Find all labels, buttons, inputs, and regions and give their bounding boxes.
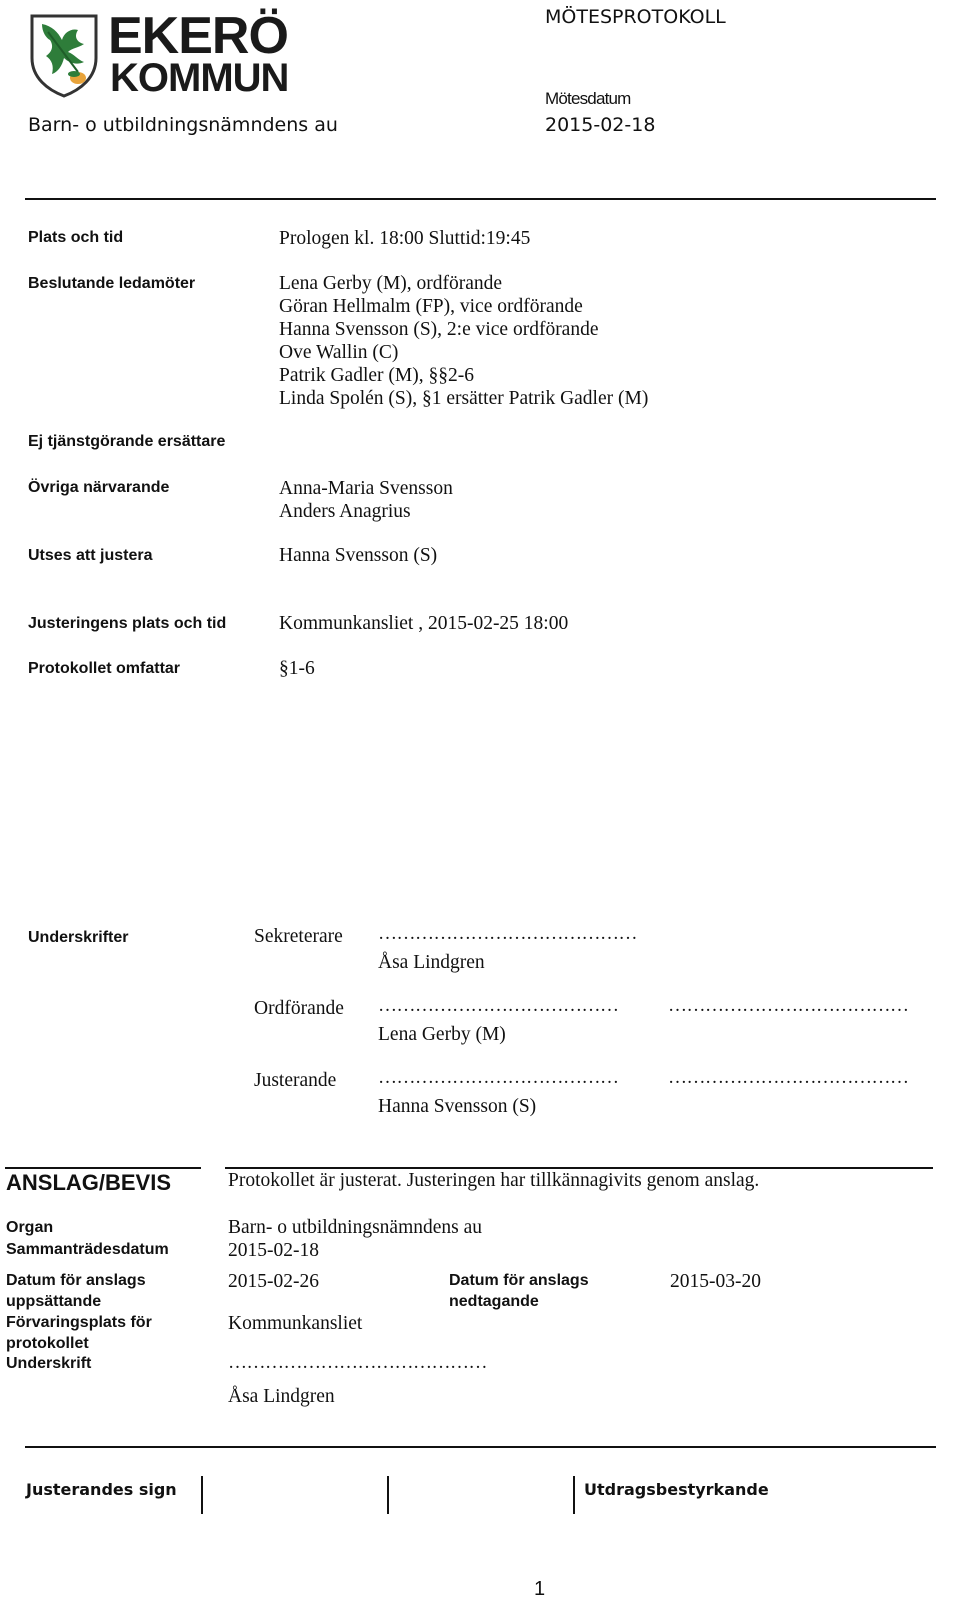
organ-label: Organ	[6, 1219, 54, 1236]
place-time: Prologen kl. 18:00 Sluttid:19:45	[279, 228, 531, 249]
posted-date: 2015-02-26	[228, 1271, 319, 1292]
logo-top-text: EKERÖ	[108, 7, 288, 65]
list-item: Linda Spolén (S), §1 ersätter Patrik Gadler (M)	[279, 388, 649, 409]
meeting-date-label-notice: Sammanträdesdatum	[6, 1241, 169, 1258]
chair-extra-signature-line: …………………………………	[668, 995, 909, 1016]
removed-label-line2: nedtagande	[449, 1293, 539, 1310]
storage-label-line2: protokollet	[6, 1335, 89, 1352]
adjust-place: Kommunkansliet , 2015-02-25 18:00	[279, 613, 569, 634]
footer-divider	[25, 1446, 936, 1448]
posted-label-line1: Datum för anslags	[6, 1272, 146, 1289]
removed-date: 2015-03-20	[670, 1271, 761, 1292]
secretary-role: Sekreterare	[254, 926, 343, 947]
meeting-date-label: Mötesdatum	[545, 89, 631, 108]
list-item: Ove Wallin (C)	[279, 342, 399, 363]
logo-bottom-text: KOMMUN	[110, 56, 289, 100]
certification-label: Utdragsbestyrkande	[584, 1480, 769, 1499]
adjuster-sign-label: Justerandes sign	[26, 1480, 177, 1499]
notice-divider-left	[5, 1167, 201, 1169]
posted-label-line2: uppsättande	[6, 1293, 102, 1310]
adjust-place-label: Justeringens plats och tid	[28, 615, 227, 632]
secretary-name: Åsa Lindgren	[378, 952, 485, 973]
list-item: Anna-Maria Svensson	[279, 478, 453, 499]
coat-of-arms-icon	[28, 12, 100, 98]
notice-signature-name: Åsa Lindgren	[228, 1386, 335, 1407]
notice-statement: Protokollet är justerat. Justeringen har tillkännagivits genom anslag.	[228, 1170, 760, 1191]
signatures-label: Underskrifter	[28, 929, 129, 946]
list-item: Patrik Gadler (M), §§2-6	[279, 365, 474, 386]
list-item: Lena Gerby (M), ordförande	[279, 273, 503, 294]
footer-separator	[573, 1476, 575, 1514]
notice-divider-right	[225, 1167, 933, 1169]
others-label: Övriga närvarande	[28, 479, 170, 496]
body-name: Barn- o utbildningsnämndens au	[28, 114, 338, 136]
storage-label-line1: Förvaringsplats för	[6, 1314, 152, 1331]
covers: §1-6	[279, 658, 315, 679]
chair-name: Lena Gerby (M)	[378, 1024, 506, 1045]
chair-role: Ordförande	[254, 998, 344, 1019]
adjuster: Hanna Svensson (S)	[279, 545, 438, 566]
footer-separator	[387, 1476, 389, 1514]
list-item: Göran Hellmalm (FP), vice ordförande	[279, 296, 583, 317]
list-item: Anders Anagrius	[279, 501, 411, 522]
adjuster-name: Hanna Svensson (S)	[378, 1096, 537, 1117]
secretary-signature-line: ……………………………………	[378, 923, 637, 944]
covers-label: Protokollet omfattar	[28, 660, 181, 677]
footer-separator	[201, 1476, 203, 1514]
document-type: MÖTESPROTOKOLL	[545, 6, 726, 28]
header-divider	[25, 198, 936, 200]
storage-place: Kommunkansliet	[228, 1313, 363, 1334]
list-item: Hanna Svensson (S), 2:e vice ordförande	[279, 319, 599, 340]
substitutes-label: Ej tjänstgörande ersättare	[28, 433, 226, 450]
removed-label-line1: Datum för anslags	[449, 1272, 589, 1289]
adjuster-signature-line: …………………………………	[378, 1067, 619, 1088]
signature-label: Underskrift	[6, 1355, 92, 1372]
members-list	[279, 272, 648, 410]
others-list	[279, 477, 453, 523]
notice-title: ANSLAG/BEVIS	[6, 1170, 172, 1195]
municipality-logo	[28, 7, 289, 100]
meeting-date: 2015-02-18	[545, 114, 656, 136]
notice-signature-line: ……………………………………	[228, 1352, 487, 1373]
meeting-date-notice: 2015-02-18	[228, 1240, 319, 1261]
adjuster-label: Utses att justera	[28, 547, 153, 564]
page-number: 1	[534, 1578, 546, 1600]
place-time-label: Plats och tid	[28, 229, 124, 246]
chair-signature-line: …………………………………	[378, 995, 619, 1016]
organ: Barn- o utbildningsnämndens au	[228, 1217, 483, 1238]
members-label: Beslutande ledamöter	[28, 275, 196, 292]
adjuster-role: Justerande	[254, 1070, 337, 1091]
adjuster-extra-signature-line: …………………………………	[668, 1067, 909, 1088]
